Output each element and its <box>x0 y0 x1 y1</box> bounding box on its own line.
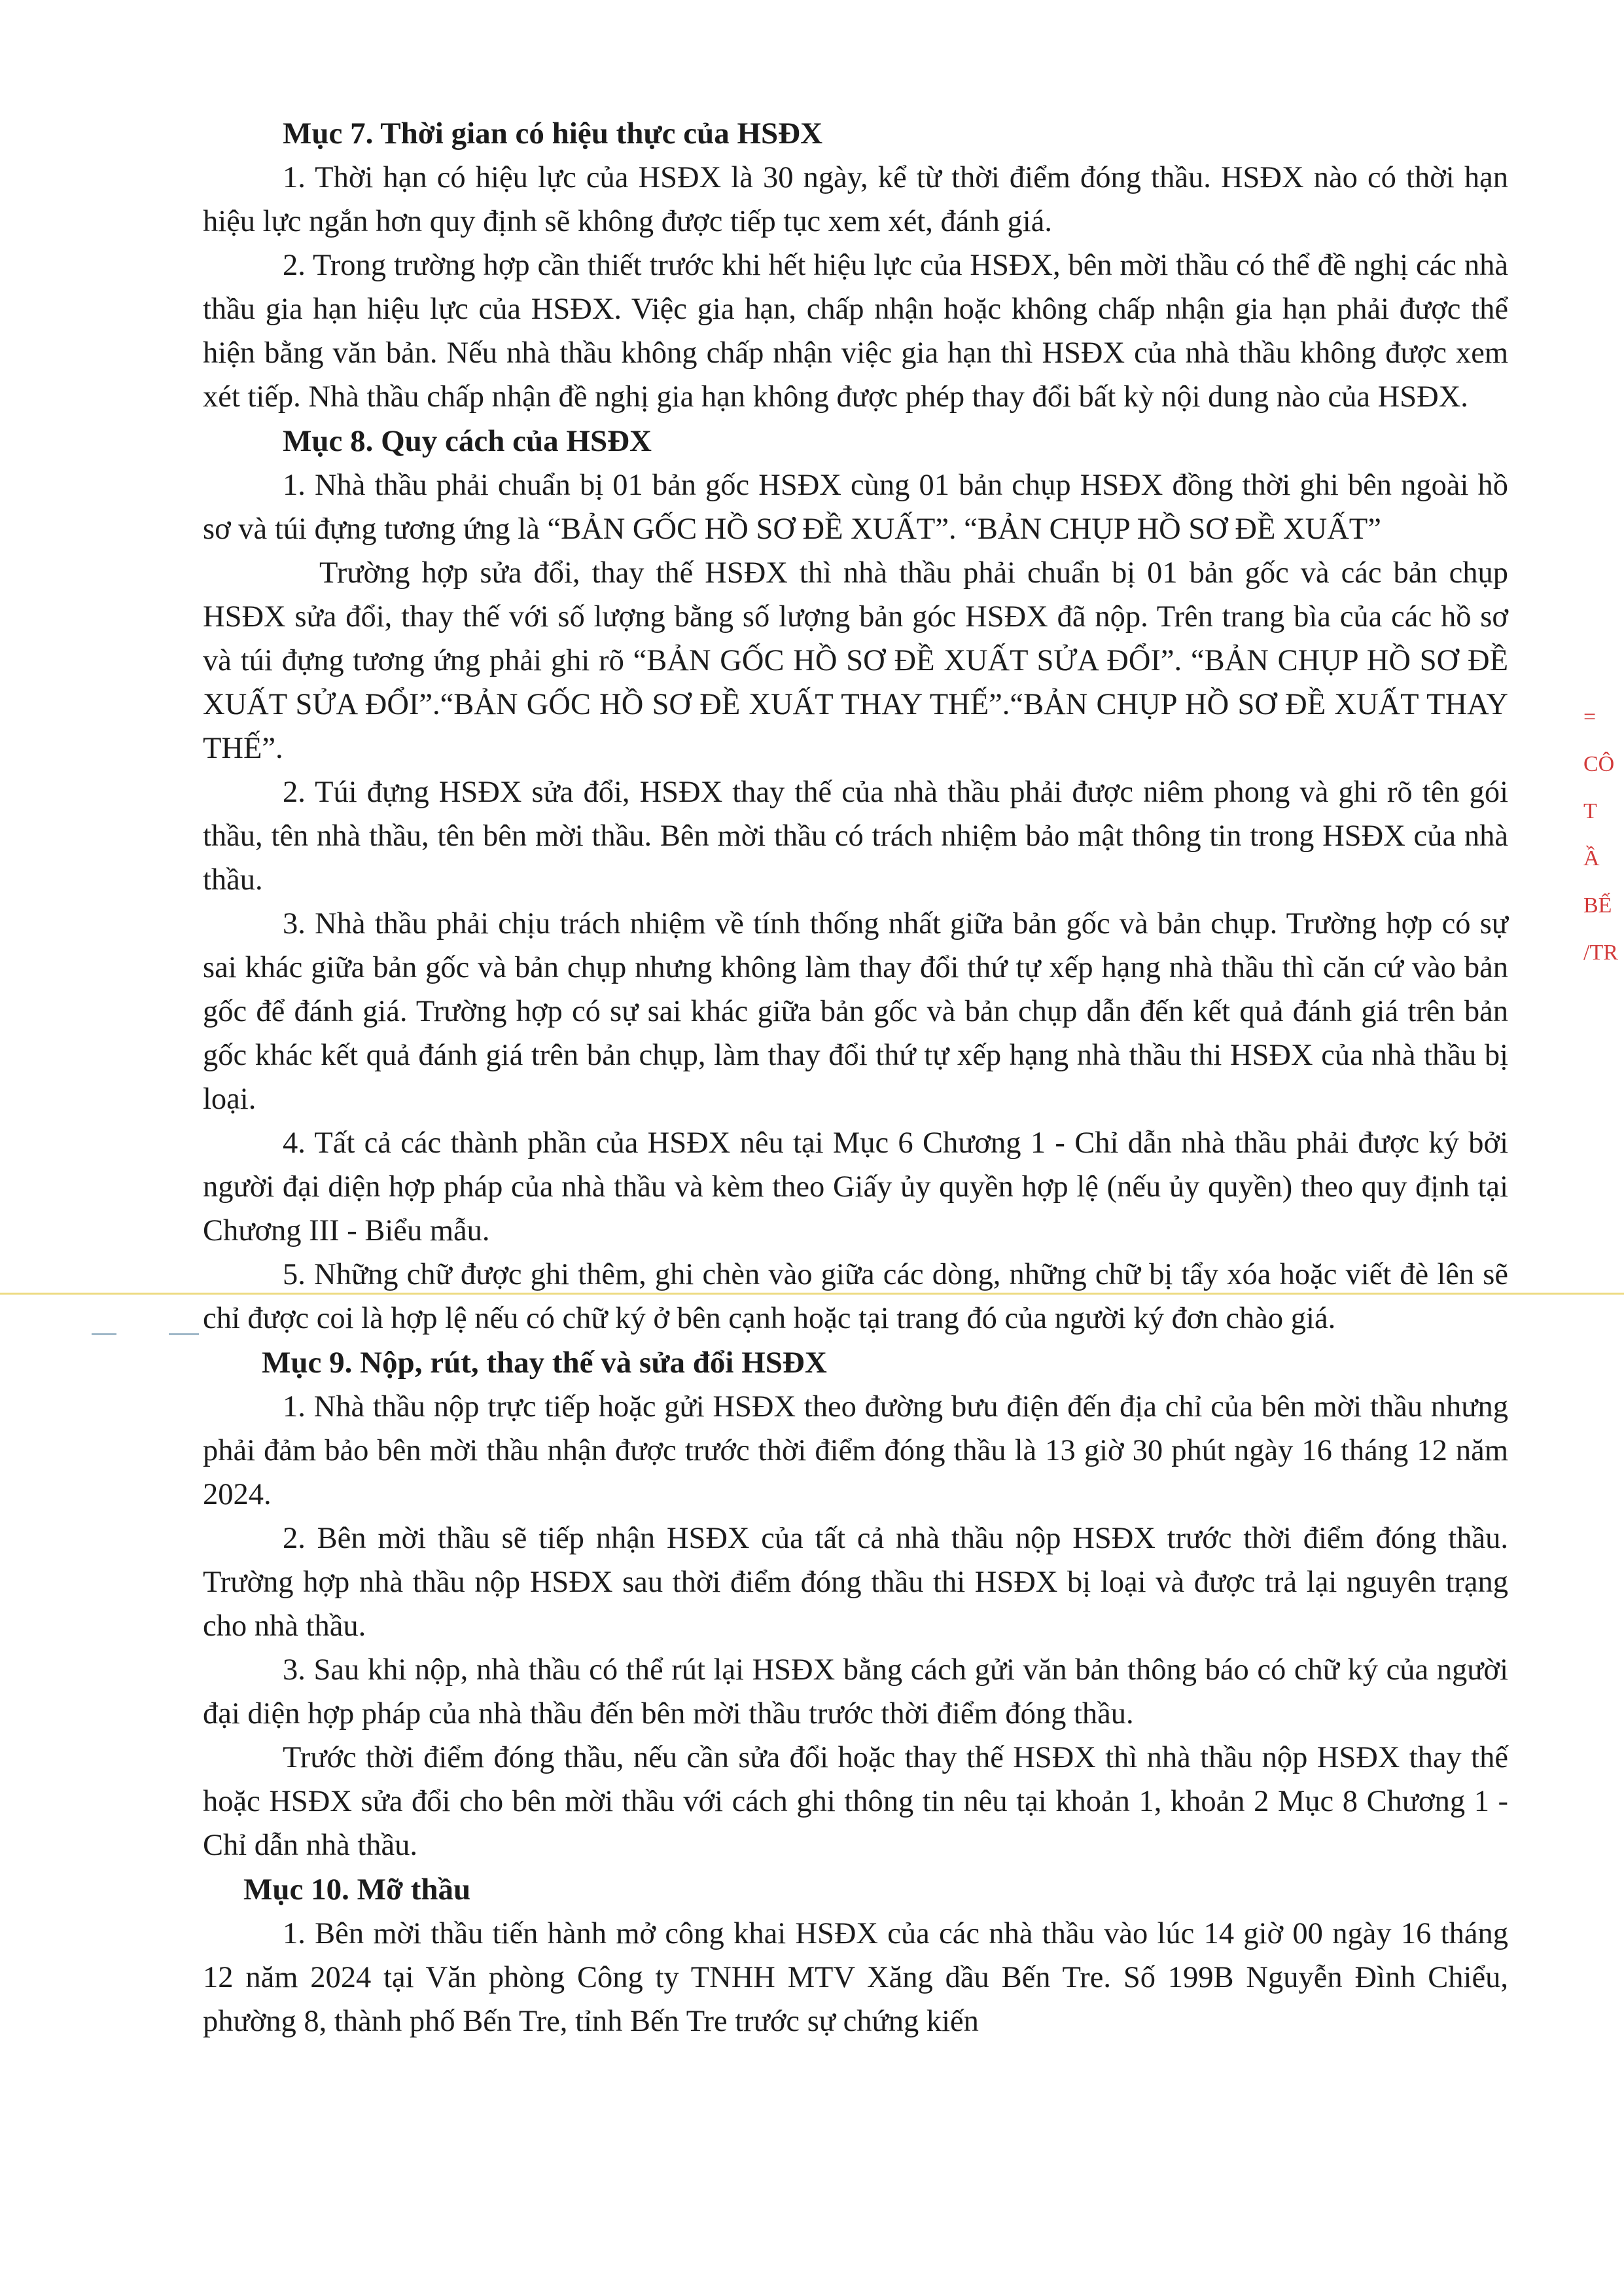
stamp-text: Ầ <box>1583 846 1600 870</box>
scan-artifact-dash <box>92 1333 116 1335</box>
section-9-paragraph-3: 3. Sau khi nộp, nhà thầu có thể rút lại HSĐX bằng cách gửi văn bản thông báo có chữ ký của người đại diện hợp pháp của nhà thầu đến bên mời thầu trước thời điểm đóng thầu. <box>203 1653 1508 1731</box>
section-7-heading: Mục 7. Thời gian có hiệu thực của HSĐX <box>283 117 823 151</box>
section-8-paragraph-6: 5. Những chữ được ghi thêm, ghi chèn vào giữa các dòng, những chữ bị tẩy xóa hoặc viết đè lên sẽ chỉ được coi là hợp lệ nếu có chữ ký ở bên cạnh hoặc tại trang đó của người ký đơn chào giá. <box>203 1258 1508 1335</box>
stamp-text: BẾ <box>1583 893 1612 918</box>
section-10-heading: Mục 10. Mỡ thầu <box>243 1873 471 1907</box>
section-8-paragraph-5: 4. Tất cả các thành phần của HSĐX nêu tại Mục 6 Chương 1 - Chỉ dẫn nhà thầu phải được ký bởi người đại diện hợp pháp của nhà thầu và kèm theo Giấy ủy quyền hợp lệ (nếu ủy quyền) theo quy định tại Chương III - Biểu mẫu. <box>203 1126 1508 1247</box>
section-9-paragraph-1: 1. Nhà thầu nộp trực tiếp hoặc gửi HSĐX theo đường bưu điện đến địa chỉ của bên mời thầu nhưng phải đảm bảo bên mời thầu nhận được trước thời điểm đóng thầu là 13 giờ 30 phút ngày 16 tháng 12 năm 2024. <box>203 1390 1508 1511</box>
section-9-heading: Mục 9. Nộp, rút, thay thế và sửa đổi HSĐX <box>262 1346 827 1380</box>
section-8-paragraph-2: Trường hợp sửa đổi, thay thế HSĐX thì nhà thầu phải chuẩn bị 01 bản gốc và các bản chụp HSĐX sửa đổi, thay thế với số lượng bằng số lượng bản góc HSĐX đã nộp. Trên trang bìa của các hồ sơ và túi đựng tương ứng phải ghi rõ “BẢN GỐC HỒ SƠ ĐỀ XUẤT SỬA ĐỔI”. “BẢN CHỤP HỒ SƠ ĐỀ XUẤT SỬA ĐỔI”.“BẢN GỐC HỒ SƠ ĐỀ XUẤT THAY THẾ”.“BẢN CHỤP HỒ SƠ ĐỀ XUẤT THAY THẾ”. <box>203 556 1508 765</box>
margin-stamp-fragment <box>1583 694 1624 982</box>
stamp-text: CÔ <box>1583 752 1615 776</box>
stamp-text: T <box>1583 799 1597 823</box>
section-8-paragraph-3: 2. Túi đựng HSĐX sửa đổi, HSĐX thay thế của nhà thầu phải được niêm phong và ghi rõ tên gói thầu, tên nhà thầu, tên bên mời thầu. Bên mời thầu có trách nhiệm bảo mật thông tin trong HSĐX của nhà thầu. <box>203 776 1508 897</box>
section-8-paragraph-1: 1. Nhà thầu phải chuẩn bị 01 bản gốc HSĐX cùng 01 bản chụp HSĐX đồng thời ghi bên ngoài hồ sơ và túi đựng tương ứng là “BẢN GỐC HỒ SƠ ĐỀ XUẤT”. “BẢN CHỤP HỒ SƠ ĐỀ XUẤT” <box>203 469 1508 546</box>
document-page <box>203 111 1508 2043</box>
stamp-text: = <box>1583 705 1597 729</box>
section-7-paragraph-2: 2. Trong trường hợp cần thiết trước khi hết hiệu lực của HSĐX, bên mời thầu có thể đề nghị các nhà thầu gia hạn hiệu lực của HSĐX. Việc gia hạn, chấp nhận hoặc không chấp nhận gia hạn phải được thể hiện bằng văn bản. Nếu nhà thầu không chấp nhận việc gia hạn thì HSĐX của nhà thầu không được xem xét tiếp. Nhà thầu chấp nhận đề nghị gia hạn không được phép thay đổi bất kỳ nội dung nào của HSĐX. <box>203 249 1508 414</box>
section-9-paragraph-4: Trước thời điểm đóng thầu, nếu cần sửa đổi hoặc thay thế HSĐX thì nhà thầu nộp HSĐX thay thế hoặc HSĐX sửa đổi cho bên mời thầu với cách ghi thông tin nêu tại khoản 1, khoản 2 Mục 8 Chương 1 - Chỉ dẫn nhà thầu. <box>203 1741 1508 1862</box>
scan-artifact-dash <box>169 1333 199 1335</box>
section-8-heading: Mục 8. Quy cách của HSĐX <box>283 424 652 458</box>
section-8-paragraph-4: 3. Nhà thầu phải chịu trách nhiệm về tính thống nhất giữa bản gốc và bản chụp. Trường hợp có sự sai khác giữa bản gốc và bản chụp nhưng không làm thay đổi thứ tự xếp hạng nhà thầu thì căn cứ vào bản gốc để đánh giá. Trường hợp có sự sai khác giữa bản gốc và bản chụp dẫn đến kết quả đánh giá trên bản gốc khác kết quả đánh giá trên bản chụp, làm thay đổi thứ tự xếp hạng nhà thầu thi HSĐX của nhà thầu bị loại. <box>203 907 1508 1116</box>
section-10-paragraph-1: 1. Bên mời thầu tiến hành mở công khai HSĐX của các nhà thầu vào lúc 14 giờ 00 ngày 16 tháng 12 năm 2024 tại Văn phòng Công ty TNHH MTV Xăng dầu Bến Tre. Số 199B Nguyễn Đình Chiểu, phường 8, thành phố Bến Tre, tỉnh Bến Tre trước sự chứng kiến <box>203 1917 1508 2038</box>
section-9-paragraph-2: 2. Bên mời thầu sẽ tiếp nhận HSĐX của tất cả nhà thầu nộp HSĐX trước thời điểm đóng thầu. Trường hợp nhà thầu nộp HSĐX sau thời điểm đóng thầu thi HSĐX bị loại và được trả lại nguyên trạng cho nhà thầu. <box>203 1522 1508 1643</box>
scan-artifact-line <box>0 1293 1624 1295</box>
stamp-text: /TR <box>1583 941 1618 965</box>
section-7-paragraph-1: 1. Thời hạn có hiệu lực của HSĐX là 30 ngày, kể từ thời điểm đóng thầu. HSĐX nào có thời hạn hiệu lực ngắn hơn quy định sẽ không được tiếp tục xem xét, đánh giá. <box>203 161 1508 238</box>
